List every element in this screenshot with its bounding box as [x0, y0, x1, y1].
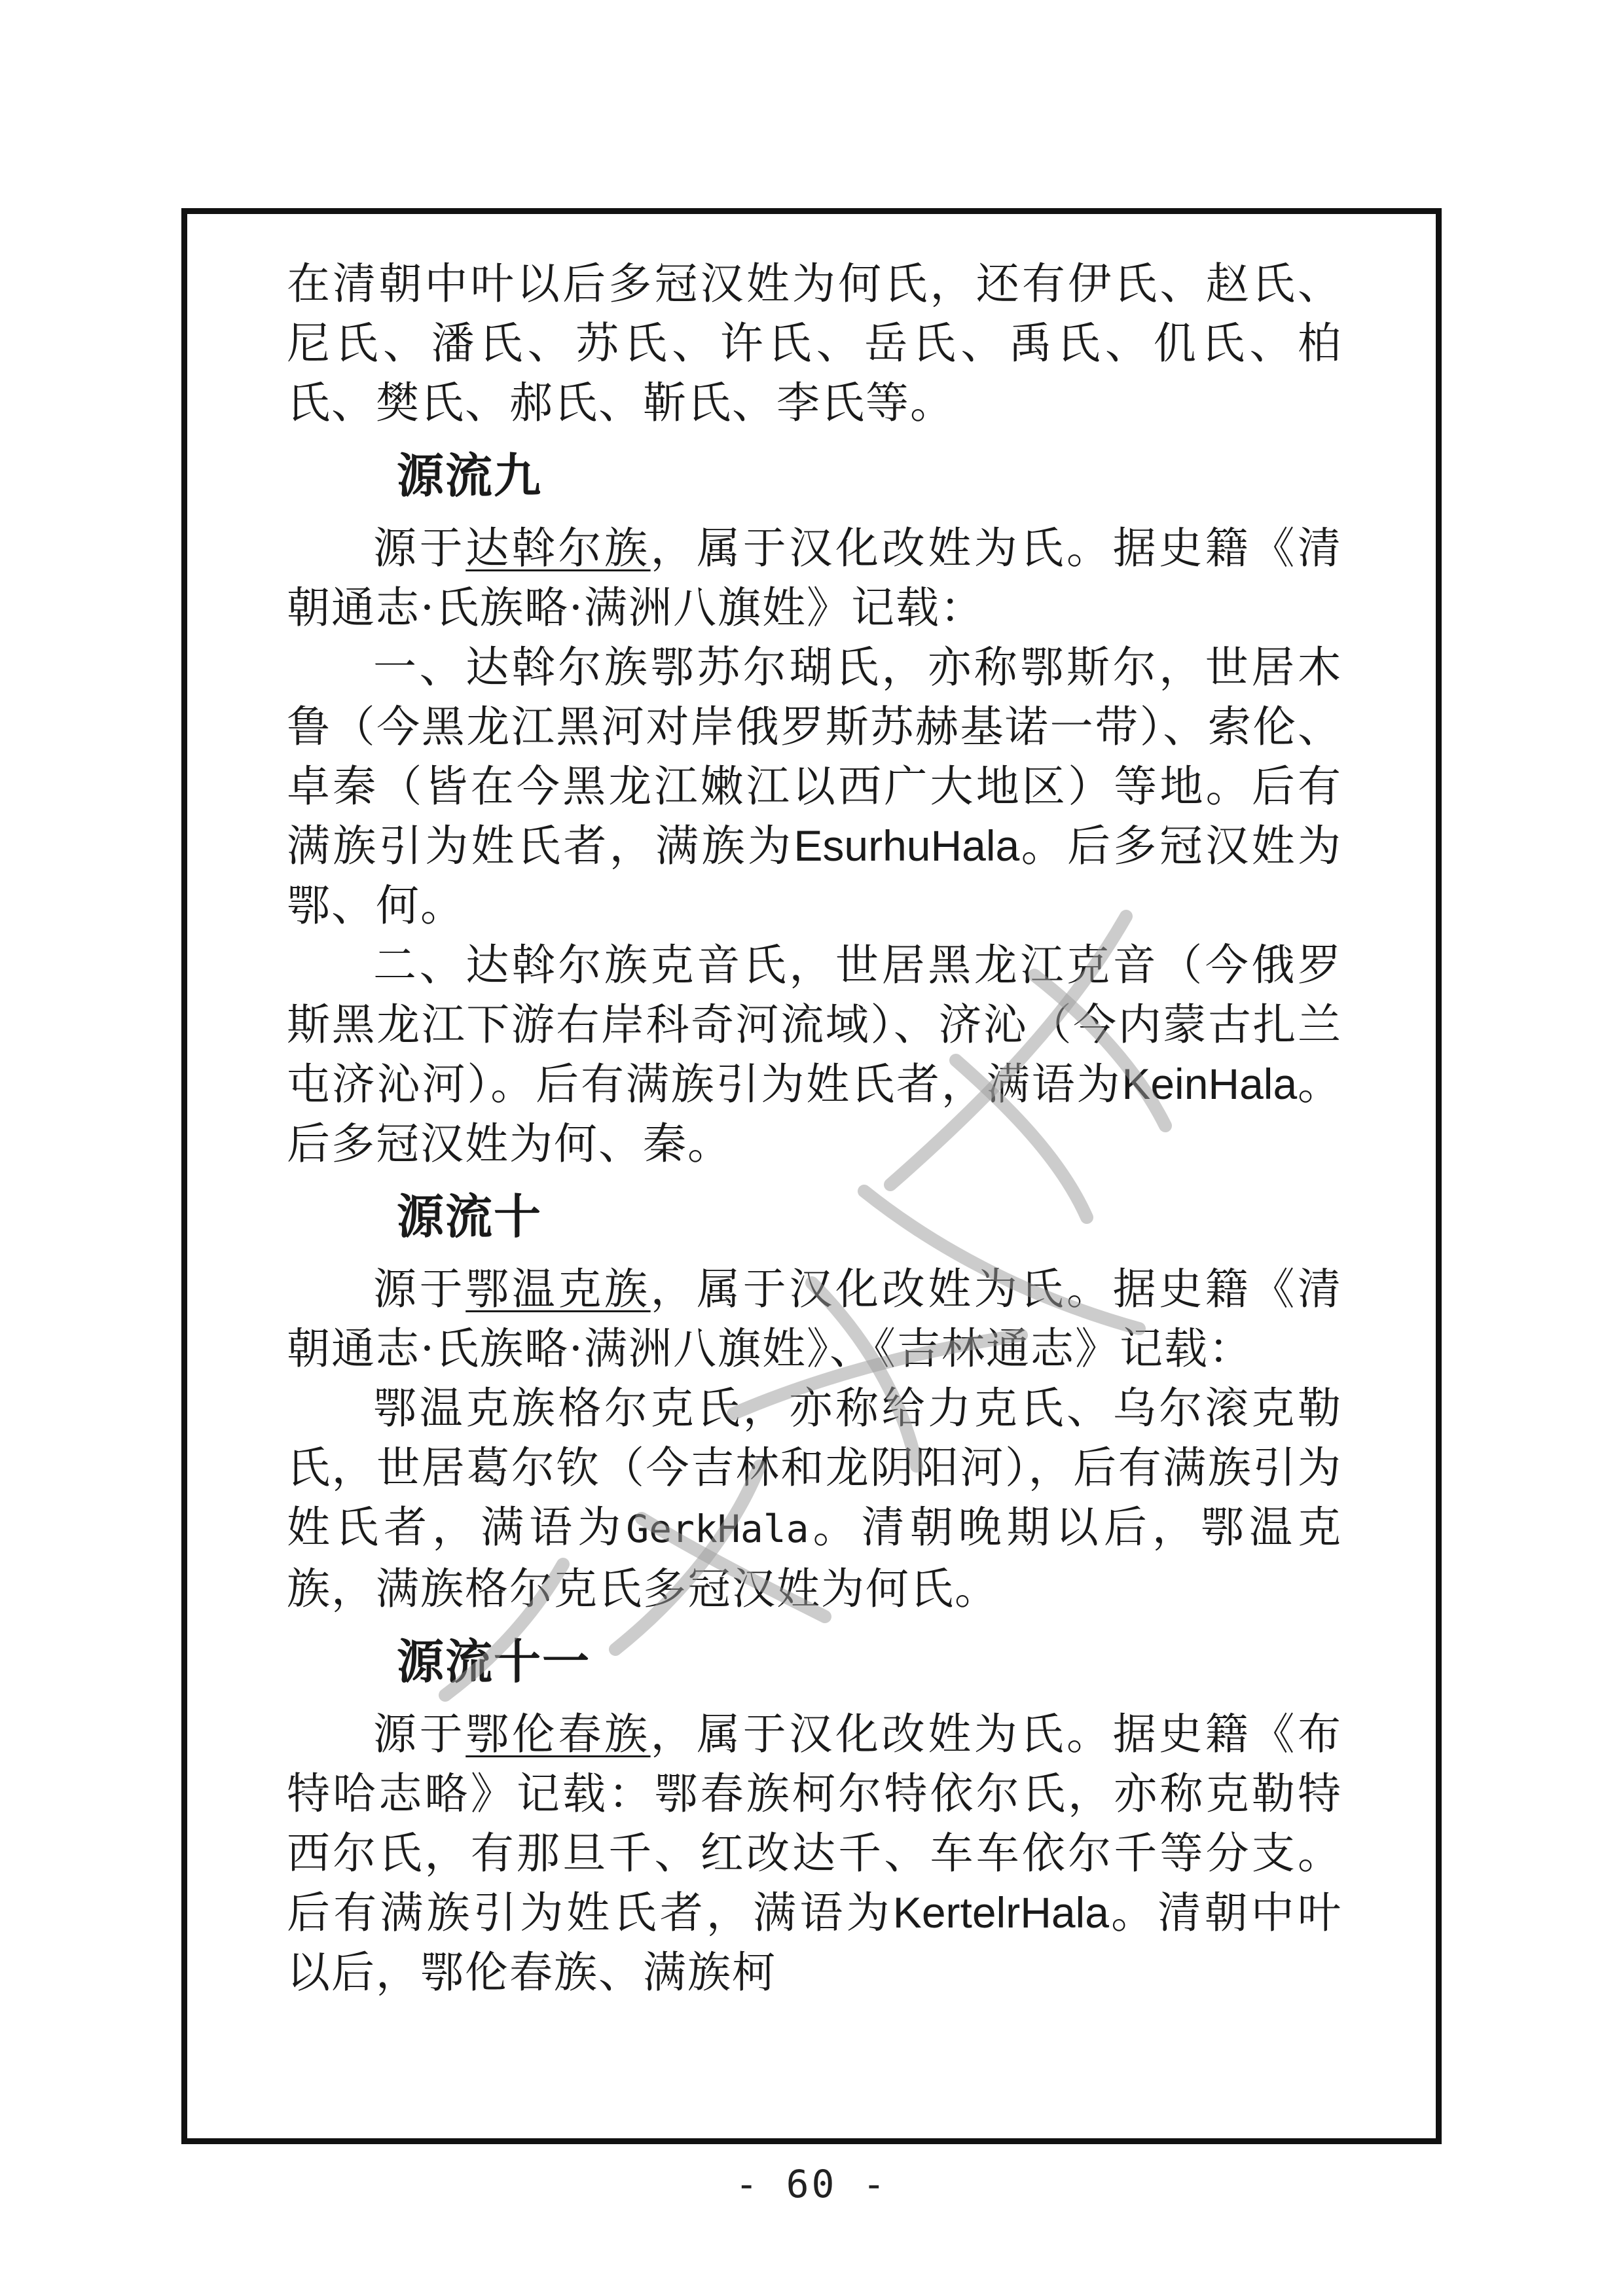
section-heading-9: 源流九 — [397, 448, 543, 503]
section-9-paragraph-3 — [287, 935, 1342, 1174]
section-9-paragraph-2 — [287, 637, 1342, 935]
intro-paragraph: 在清朝中叶以后多冠汉姓为何氏，还有伊氏、赵氏、尼氏、潘氏、苏氏、许氏、岳氏、禹氏、仉氏、柏氏、樊氏、郝氏、靳氏、李氏等。 — [287, 259, 1342, 428]
section-heading-11: 源流十一 — [397, 1634, 591, 1689]
section-9-p3-tail: 。后多冠汉姓为何、秦。 — [287, 1059, 1343, 1169]
evenki-link[interactable]: 鄂温克族 — [465, 1264, 651, 1314]
section-11-paragraph-1 — [287, 1704, 1342, 2002]
section-10-prefix: 源于 — [373, 1264, 466, 1314]
page-content — [287, 254, 1342, 2002]
section-11-text: ，属于汉化改姓为氏。据史籍《布特哈志略》记载：鄂春族柯尔特依尔氏，亦称克勒特西尔氏，有那旦千、红改达千、车车依尔千等分支。后有满族引为姓氏者，满语为 — [287, 1709, 1343, 1938]
section-11-p1-name: KertelrHala — [892, 1888, 1109, 1937]
section-heading-10: 源流十 — [397, 1189, 543, 1244]
section-9-paragraph-1 — [287, 518, 1342, 637]
section-9-p3-text: 二、达斡尔族克音氏，世居黑龙江克音（今俄罗斯黑龙江下游右岸科奇河流域）、济沁（今内蒙古扎兰屯济沁河）。后有满族引为姓氏者，满语为 — [287, 940, 1342, 1109]
section-10-text: ，属于汉化改姓为氏。据史籍《清朝通志·氏族略·满洲八旗姓》、《吉林通志》记载： — [287, 1264, 1343, 1374]
section-9-text: ，属于汉化改姓为氏。据史籍《清朝通志·氏族略·满洲八旗姓》记载： — [287, 523, 1343, 633]
section-10-paragraph-2 — [287, 1378, 1342, 1619]
section-10-p2-text: 鄂温克族格尔克氏，亦称给力克氏、乌尔滚克勒氏，世居葛尔钦（今吉林和龙阴阳河），后有满族引为姓氏者，满语为 — [287, 1383, 1342, 1552]
section-10-p2-tail: 。清朝晚期以后，鄂温克族，满族格尔克氏多冠汉姓为何氏。 — [287, 1502, 1343, 1614]
section-9-p2-text: 一、达斡尔族鄂苏尔瑚氏，亦称鄂斯尔，世居木鲁（今黑龙江黑河对岸俄罗斯苏赫基诺一带）、索伦、卓秦（皆在今黑龙江嫩江以西广大地区）等地。后有满族引为姓氏者，满族为 — [287, 642, 1342, 871]
section-9-p2-tail: 。后多冠汉姓为鄂、何。 — [287, 821, 1343, 931]
page-number: - 60 - — [735, 2162, 888, 2206]
section-10-paragraph-1 — [287, 1259, 1342, 1378]
section-10-p2-name: GerkHala — [626, 1507, 809, 1551]
section-9-prefix: 源于 — [373, 523, 466, 573]
daur-link[interactable]: 达斡尔族 — [465, 523, 651, 573]
section-9-p2-name: EsurhuHala — [793, 821, 1020, 870]
oroqen-link[interactable]: 鄂伦春族 — [465, 1709, 651, 1759]
section-9-p3-name: KeinHala — [1122, 1060, 1298, 1108]
section-11-prefix: 源于 — [373, 1709, 466, 1759]
section-11-p1-tail: 。清朝中叶以后，鄂伦春族、满族柯 — [287, 1888, 1343, 1998]
